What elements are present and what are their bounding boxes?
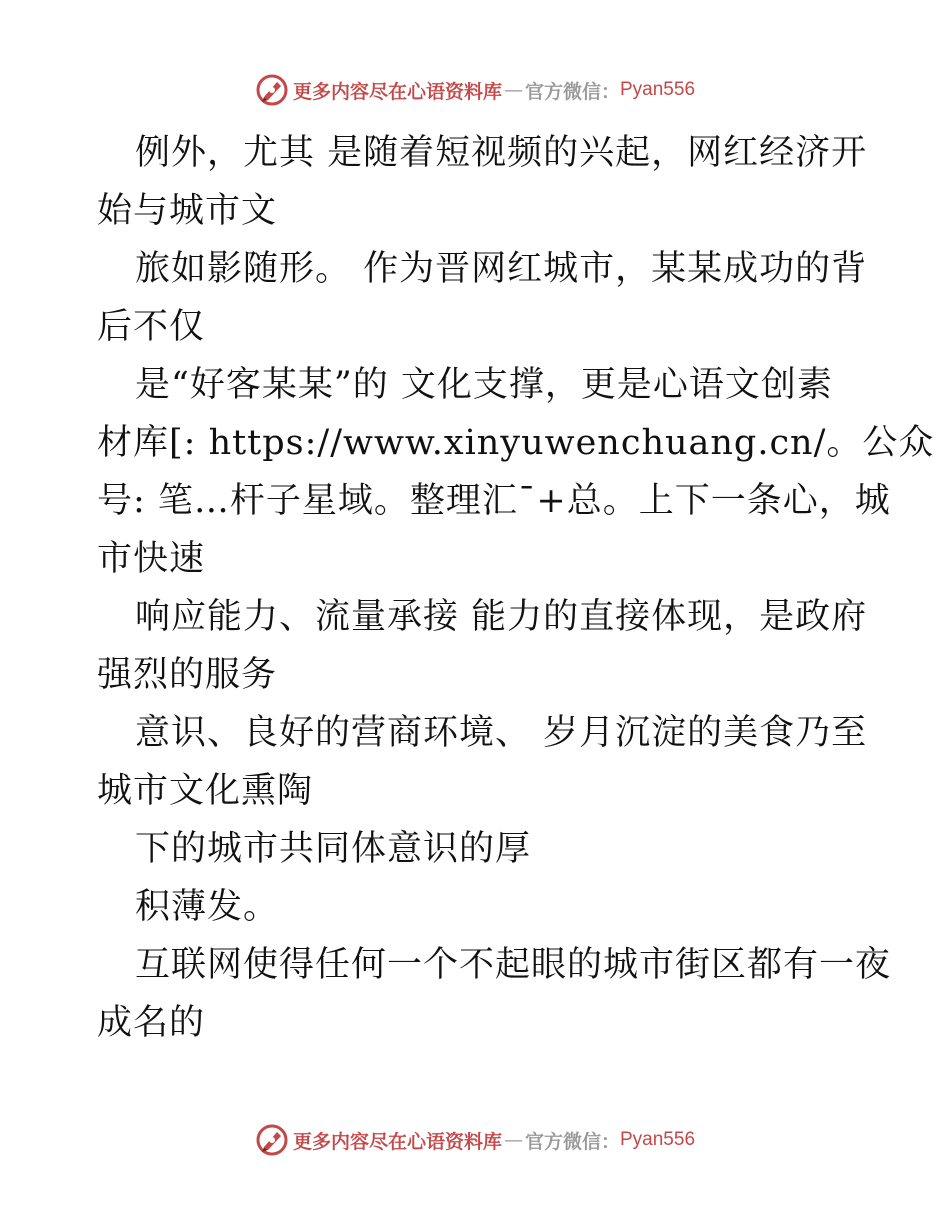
text-line: 下的城市共同体意识的厚: [135, 829, 532, 869]
banner-promo-text: 更多内容尽在心语资料库: [292, 80, 502, 103]
banner-separator: —: [503, 79, 523, 101]
banner-separator: —: [503, 1129, 523, 1151]
text-line: 积薄发。: [135, 887, 280, 927]
text-line: 市快速: [97, 539, 206, 579]
text-line: 城市文化熏陶: [97, 771, 314, 811]
banner-wechat-label: 官方微信：: [524, 80, 620, 103]
pen-in-circle-icon: [255, 73, 289, 107]
text-line: 是“好客某某”的 文化支撑，更是心语文创素: [135, 365, 833, 405]
text-line: 旅如影随形。 作为晋网红城市，某某成功的背: [135, 249, 868, 289]
banner-wechat-label: 官方微信：: [524, 1130, 620, 1153]
footer-banner: [0, 1122, 950, 1158]
text-line: 号: 笔…杆子星域。整理汇¯+总。上下一条心，城: [97, 481, 891, 521]
header-banner: [0, 72, 950, 108]
text-line: 强烈的服务: [97, 655, 278, 695]
document-body: [97, 124, 935, 1052]
text-line: 互联网使得任何一个不起眼的城市街区都有一夜: [135, 945, 892, 985]
text-line: 意识、良好的营商环境、 岁月沉淀的美食乃至: [135, 713, 868, 753]
text-line: 响应能力、流量承接 能力的直接体现，是政府: [135, 597, 868, 637]
text-line: 后不仅: [97, 307, 206, 347]
banner-promo-text: 更多内容尽在心语资料库: [292, 1130, 502, 1153]
banner-wechat-id: Pyan556: [620, 1129, 696, 1150]
text-line: 例外，尤其 是随着短视频的兴起，网红经济开: [135, 133, 868, 173]
text-line: 成名的: [97, 1003, 206, 1043]
banner-wechat-id: Pyan556: [620, 79, 696, 100]
text-line: 始与城市文: [97, 191, 278, 231]
pen-in-circle-icon: [255, 1123, 289, 1157]
text-line: 材库[: https://www.xinyuwenchuang.cn/。公众: [97, 423, 935, 463]
